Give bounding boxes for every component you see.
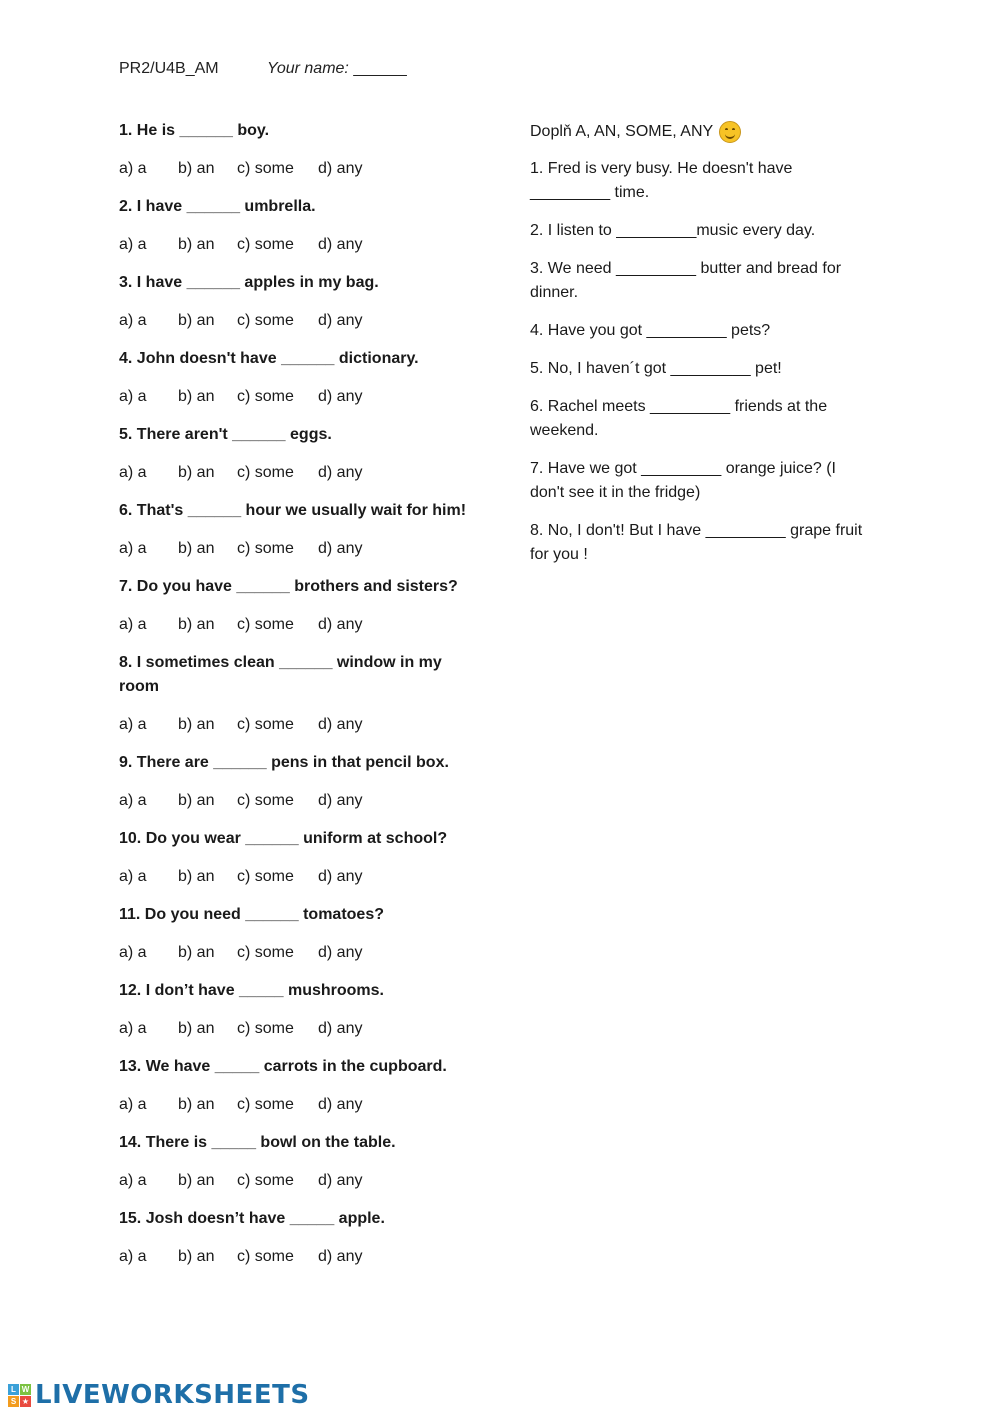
answer-options (119, 713, 469, 737)
option-d[interactable]: d) any (318, 236, 363, 253)
answer-options (119, 1093, 469, 1117)
option-a[interactable]: a) a (119, 1248, 147, 1265)
answer-options (119, 537, 469, 561)
option-c[interactable]: c) some (237, 160, 294, 177)
option-a[interactable]: a) a (119, 160, 147, 177)
option-b[interactable]: b) an (178, 944, 215, 961)
worksheet-header (119, 60, 407, 78)
name-blank[interactable]: ______ (353, 60, 407, 77)
option-d[interactable]: d) any (318, 716, 363, 733)
question-text: 12. I don’t have _____ mushrooms. (119, 982, 384, 999)
logo-icon: L W S ★ (8, 1384, 31, 1407)
option-c[interactable]: c) some (237, 540, 294, 557)
option-a[interactable]: a) a (119, 1172, 147, 1189)
fill-in-item: 4. Have you got _________ pets? (530, 322, 771, 339)
option-b[interactable]: b) an (178, 868, 215, 885)
option-d[interactable]: d) any (318, 464, 363, 481)
option-b[interactable]: b) an (178, 616, 215, 633)
option-d[interactable]: d) any (318, 1248, 363, 1265)
answer-options (119, 1245, 469, 1269)
option-a[interactable]: a) a (119, 1020, 147, 1037)
option-a[interactable]: a) a (119, 464, 147, 481)
answer-options (119, 385, 469, 409)
question-text: 4. John doesn't have ______ dictionary. (119, 350, 419, 367)
option-a[interactable]: a) a (119, 868, 147, 885)
question-text: 9. There are ______ pens in that pencil box. (119, 754, 449, 771)
question-text: 2. I have ______ umbrella. (119, 198, 316, 215)
fill-in-item: 6. Rachel meets _________ friends at the weekend. (530, 398, 828, 439)
option-c[interactable]: c) some (237, 464, 294, 481)
option-a[interactable]: a) a (119, 1096, 147, 1113)
option-b[interactable]: b) an (178, 388, 215, 405)
question-text: 11. Do you need ______ tomatoes? (119, 906, 384, 923)
option-c[interactable]: c) some (237, 1020, 294, 1037)
option-c[interactable]: c) some (237, 716, 294, 733)
option-a[interactable]: a) a (119, 716, 147, 733)
question-text: 10. Do you wear ______ uniform at school? (119, 830, 448, 847)
option-b[interactable]: b) an (178, 236, 215, 253)
option-c[interactable]: c) some (237, 236, 294, 253)
fill-in-item: 8. No, I don't! But I have _________ grape fruit for you ! (530, 522, 863, 563)
footer-logo (8, 1380, 310, 1410)
option-b[interactable]: b) an (178, 160, 215, 177)
option-d[interactable]: d) any (318, 540, 363, 557)
name-label: Your name: (267, 60, 349, 77)
question-text: 6. That's ______ hour we usually wait for him! (119, 502, 467, 519)
option-a[interactable]: a) a (119, 312, 147, 329)
option-d[interactable]: d) any (318, 792, 363, 809)
multiple-choice-section (119, 119, 469, 1283)
fill-in-title-text: Doplň A, AN, SOME, ANY (530, 123, 714, 140)
question-text: 15. Josh doesn’t have _____ apple. (119, 1210, 385, 1227)
option-b[interactable]: b) an (178, 540, 215, 557)
option-a[interactable]: a) a (119, 388, 147, 405)
question-text: 3. I have ______ apples in my bag. (119, 274, 379, 291)
option-d[interactable]: d) any (318, 944, 363, 961)
option-d[interactable]: d) any (318, 160, 363, 177)
question-text: 5. There aren't ______ eggs. (119, 426, 332, 443)
question-text: 7. Do you have ______ brothers and sisters? (119, 578, 458, 595)
fill-in-item: 1. Fred is very busy. He doesn't have _________ time. (530, 160, 793, 201)
fill-in-item: 7. Have we got _________ orange juice? (I don't see it in the fridge) (530, 460, 836, 501)
question-text: 13. We have _____ carrots in the cupboard. (119, 1058, 447, 1075)
option-c[interactable]: c) some (237, 944, 294, 961)
option-d[interactable]: d) any (318, 1020, 363, 1037)
option-d[interactable]: d) any (318, 1172, 363, 1189)
option-b[interactable]: b) an (178, 312, 215, 329)
option-b[interactable]: b) an (178, 1248, 215, 1265)
option-c[interactable]: c) some (237, 1096, 294, 1113)
fill-in-item: 3. We need _________ butter and bread for dinner. (530, 260, 842, 301)
option-d[interactable]: d) any (318, 312, 363, 329)
option-a[interactable]: a) a (119, 236, 147, 253)
option-c[interactable]: c) some (237, 1248, 294, 1265)
worksheet-code: PR2/U4B_AM (119, 60, 219, 77)
option-d[interactable]: d) any (318, 1096, 363, 1113)
option-b[interactable]: b) an (178, 464, 215, 481)
answer-options (119, 789, 469, 813)
logo-text: LIVEWORKSHEETS (35, 1380, 310, 1410)
option-d[interactable]: d) any (318, 616, 363, 633)
option-a[interactable]: a) a (119, 616, 147, 633)
option-d[interactable]: d) any (318, 868, 363, 885)
option-c[interactable]: c) some (237, 792, 294, 809)
answer-options (119, 941, 469, 965)
question-text: 14. There is _____ bowl on the table. (119, 1134, 396, 1151)
fill-in-section (530, 120, 870, 581)
answer-options (119, 233, 469, 257)
option-a[interactable]: a) a (119, 540, 147, 557)
option-c[interactable]: c) some (237, 1172, 294, 1189)
option-d[interactable]: d) any (318, 388, 363, 405)
option-b[interactable]: b) an (178, 716, 215, 733)
answer-options (119, 461, 469, 485)
answer-options (119, 1169, 469, 1193)
smiley-icon (719, 121, 741, 143)
option-b[interactable]: b) an (178, 1172, 215, 1189)
fill-in-list (530, 157, 870, 567)
option-a[interactable]: a) a (119, 792, 147, 809)
answer-options (119, 865, 469, 889)
option-c[interactable]: c) some (237, 388, 294, 405)
option-c[interactable]: c) some (237, 312, 294, 329)
answer-options (119, 157, 469, 181)
option-b[interactable]: b) an (178, 1096, 215, 1113)
option-c[interactable]: c) some (237, 868, 294, 885)
answer-options (119, 613, 469, 637)
option-b[interactable]: b) an (178, 792, 215, 809)
question-text: 8. I sometimes clean ______ window in my room (119, 654, 442, 695)
fill-in-item: 2. I listen to _________music every day. (530, 222, 816, 239)
option-a[interactable]: a) a (119, 944, 147, 961)
question-text: 1. He is ______ boy. (119, 122, 270, 139)
fill-in-item: 5. No, I haven´t got _________ pet! (530, 360, 782, 377)
option-b[interactable]: b) an (178, 1020, 215, 1037)
answer-options (119, 1017, 469, 1041)
option-c[interactable]: c) some (237, 616, 294, 633)
fill-in-title (530, 120, 870, 144)
answer-options (119, 309, 469, 333)
